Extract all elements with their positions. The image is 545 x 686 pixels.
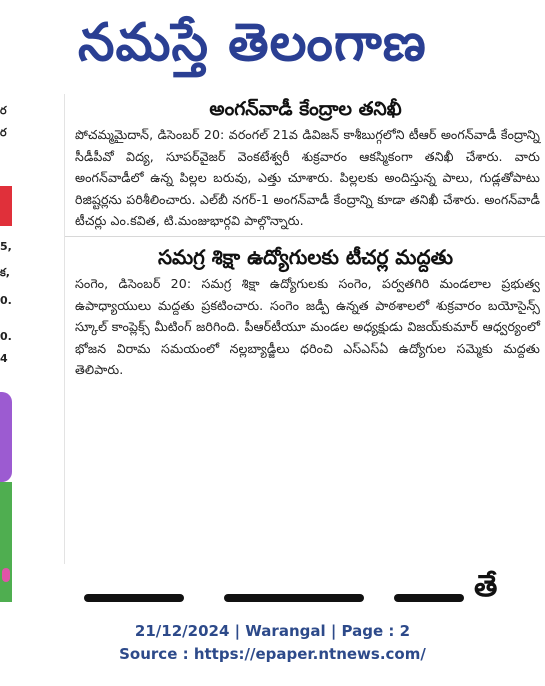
source-footer (0, 620, 545, 666)
article-body-anganwadi: పోచమ్మమైదాన్, డిసెంబర్ 20: వరంగల్ 21వ డివిజన్ కాశీబుగ్గలోని టీఆర్ అంగన్‌వాడీ కేంద్రాన్ని సీడీపీవో విద్య, సూపర్‌వైజర్ వెంకటేశ్వరీ శుక్రవారం ఆకస్మికంగా తనిఖీ చేశారు. వారు అంగన్‌వాడీలో ఉన్న పిల్లల బరువు, ఎత్తు చూశారు. పిల్లలకు అందిస్తున్న పాలు, గుడ్లతోపాటు రిజిష్టర్లను పరిశీలించారు. ఎల్‌బీ నగర్-1 అంగన్‌వాడీ కేంద్రాన్ని కూడా తనిఖీ చేశారు. అంగన్‌వాడీ టీచర్లు ఎం.కవిత, టి.మంజుభార్గవి పాల్గొన్నారు. (75, 127, 540, 229)
adjacent-purple-block (0, 392, 12, 482)
cropped-headline-stroke (394, 594, 464, 602)
news-clipping (64, 94, 545, 564)
article-headline-anganwadi: అంగన్‌వాడీ కేంద్రాల తనిఖీ (209, 98, 402, 120)
sidebar-fragment: ర (0, 104, 7, 117)
newspaper-masthead: నమస్తే తెలంగాణ (78, 13, 427, 73)
adjacent-pink-dot (2, 568, 10, 582)
sidebar-fragment: 4 (0, 352, 8, 365)
article-divider (65, 236, 545, 237)
sidebar-fragment: ర (0, 126, 7, 139)
sidebar-fragment: క, (0, 266, 10, 279)
article-headline-samagra-shiksha: సమగ్ర శిక్షా ఉద్యోగులకు టీచర్ల మద్దతు (157, 244, 454, 269)
footer-source-link[interactable]: Source : https://epaper.ntnews.com/ (119, 645, 426, 663)
adjacent-red-block (0, 186, 12, 226)
adjacent-green-block (0, 482, 12, 602)
cropped-headline-glyph: తే (474, 569, 498, 604)
adjacent-column-strip (0, 94, 14, 609)
cropped-headline-stroke (84, 594, 184, 602)
article-body-samagra-shiksha: సంగెం, డిసెంబర్ 20: సమగ్ర శిక్షా ఉద్యోగులకు సంగెం, పర్వతగిరి మండలాల ప్రభుత్వ ఉపాధ్యాయులు మద్దతు ప్రకటించారు. సంగెం జడ్పీ ఉన్నత పాఠశాలలో శుక్రవారం బయోసైన్స్ స్కూల్ కాంప్లెక్స్ మీటింగ్ జరిగింది. పీఆర్‌టీయూ మండల అధ్యక్షుడు విజయ్‌కుమార్ ఆధ్వర్యంలో భోజన విరామ సమయంలో నల్లబ్యాడ్జీలు ధరించి ఎస్‌ఎస్‌ఏ ఉద్యోగుల సమ్మెకు మద్దతు తెలిపారు. (75, 275, 540, 378)
sidebar-fragment: 5, (0, 240, 12, 253)
sidebar-fragment: 0. (0, 294, 12, 307)
sidebar-fragment: 0. (0, 330, 12, 343)
footer-date-edition-page: 21/12/2024 | Warangal | Page : 2 (134, 622, 411, 640)
next-article-cropped-headline (64, 566, 545, 606)
cropped-headline-stroke (224, 594, 364, 602)
